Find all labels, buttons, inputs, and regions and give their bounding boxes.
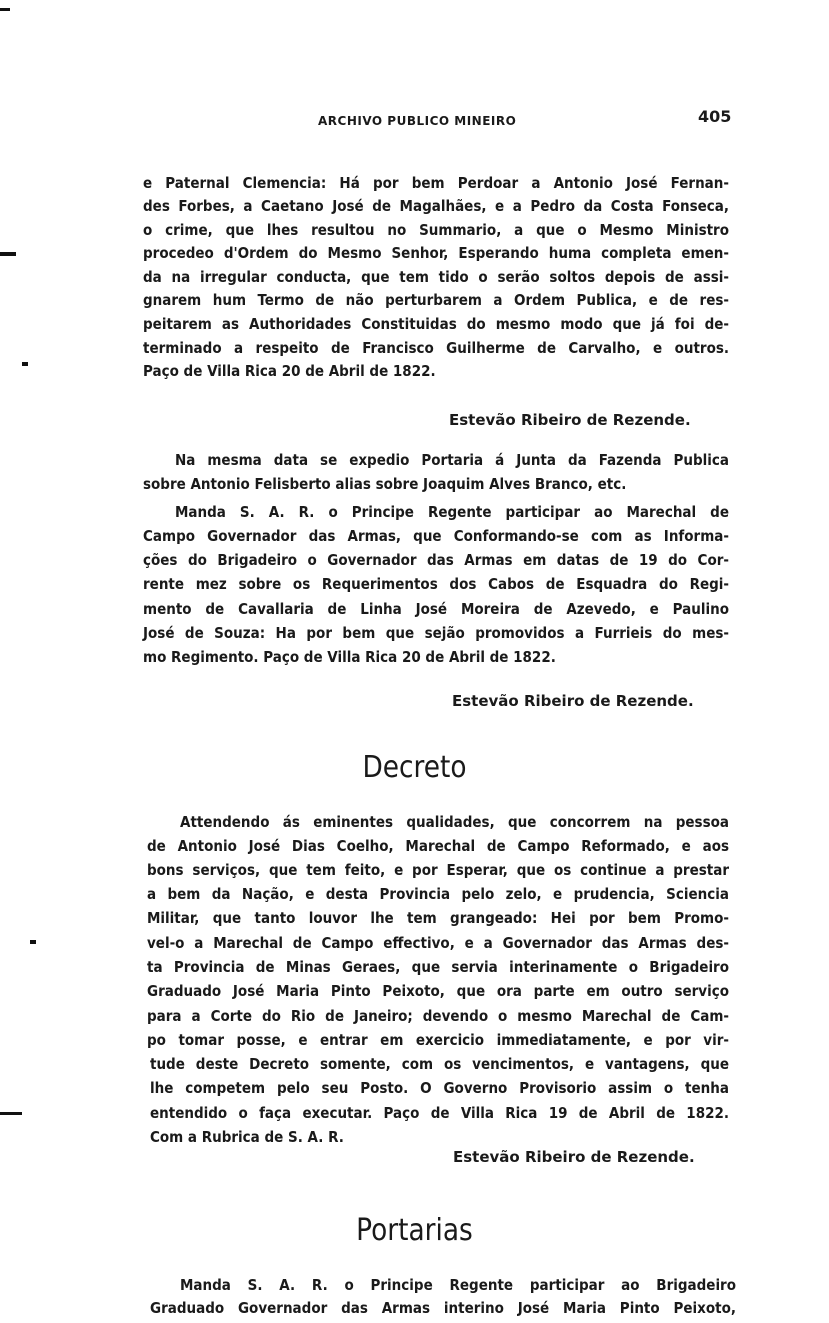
- text-line: Graduado José Maria Pinto Peixoto, que ora parte em outro serviço: [147, 982, 729, 1000]
- scan-margin-mark: [0, 8, 10, 11]
- text-line: Graduado Governador das Armas interino José Maria Pinto Peixoto,: [150, 1299, 736, 1317]
- running-head: ARCHIVO PUBLICO MINEIRO: [318, 114, 517, 128]
- text-line: gnarem hum Termo de não perturbarem a Ordem Publica, e de res-: [143, 291, 729, 309]
- text-line: rente mez sobre os Requerimentos dos Cabos de Esquadra do Regi-: [143, 575, 729, 593]
- text-line: entendido o faça executar. Paço de Villa Rica 19 de Abril de 1822.: [150, 1104, 729, 1122]
- text-line: Paço de Villa Rica 20 de Abril de 1822.: [143, 362, 436, 380]
- page-number: 405: [698, 107, 732, 126]
- text-line: José de Souza: Ha por bem que sejão promovidos a Furrieis do mes-: [143, 624, 729, 642]
- text-line: ta Provincia de Minas Geraes, que servia interinamente o Brigadeiro: [147, 958, 729, 976]
- text-line: Com a Rubrica de S. A. R.: [150, 1128, 344, 1146]
- signature: Estevão Ribeiro de Rezende.: [449, 411, 691, 429]
- section-heading: Decreto: [362, 750, 467, 785]
- text-line: Militar, que tanto louvor lhe tem grangeado: Hei por bem Promo-: [147, 909, 729, 927]
- text-line: des Forbes, a Caetano José de Magalhães, e a Pedro da Costa Fonseca,: [143, 197, 729, 215]
- text-line: tude deste Decreto somente, com os vencimentos, e vantagens, que: [150, 1055, 729, 1073]
- text-line: da na irregular conducta, que tem tido o serão soltos depois de assi-: [143, 268, 729, 286]
- signature: Estevão Ribeiro de Rezende.: [453, 1148, 695, 1166]
- text-line: a bem da Nação, e desta Provincia pelo zelo, e prudencia, Sciencia: [147, 885, 729, 903]
- text-line: e Paternal Clemencia: Há por bem Perdoar a Antonio José Fernan-: [143, 174, 729, 192]
- text-line: Manda S. A. R. o Principe Regente participar ao Marechal de: [175, 503, 729, 521]
- scan-margin-mark: [30, 940, 36, 944]
- text-line: Attendendo ás eminentes qualidades, que concorrem na pessoa: [180, 813, 729, 831]
- text-line: sobre Antonio Felisberto alias sobre Joaquim Alves Branco, etc.: [143, 475, 627, 493]
- text-line: Manda S. A. R. o Principe Regente participar ao Brigadeiro: [180, 1276, 736, 1294]
- text-line: Campo Governador das Armas, que Conformando-se com as Informa-: [143, 527, 729, 545]
- text-line: Na mesma data se expedio Portaria á Junta da Fazenda Publica: [175, 451, 729, 469]
- text-line: terminado a respeito de Francisco Guilherme de Carvalho, e outros.: [143, 339, 729, 357]
- text-line: po tomar posse, e entrar em exercicio immediatamente, e por vir-: [147, 1031, 729, 1049]
- text-line: peitarem as Authoridades Constituidas do mesmo modo que já foi de-: [143, 315, 729, 333]
- text-line: de Antonio José Dias Coelho, Marechal de Campo Reformado, e aos: [147, 837, 729, 855]
- text-line: o crime, que lhes resultou no Summario, a que o Mesmo Ministro: [143, 221, 729, 239]
- section-heading: Portarias: [356, 1213, 473, 1248]
- text-line: lhe competem pelo seu Posto. O Governo Provisorio assim o tenha: [150, 1079, 729, 1097]
- text-line: bons serviços, que tem feito, e por Esperar, que os continue a prestar: [147, 861, 729, 879]
- scan-margin-mark: [22, 362, 28, 366]
- text-line: mento de Cavallaria de Linha José Moreira de Azevedo, e Paulino: [143, 600, 729, 618]
- text-line: mo Regimento. Paço de Villa Rica 20 de Abril de 1822.: [143, 648, 556, 666]
- text-line: para a Corte do Rio de Janeiro; devendo o mesmo Marechal de Cam-: [147, 1007, 729, 1025]
- scan-margin-mark: [0, 1112, 22, 1115]
- signature: Estevão Ribeiro de Rezende.: [452, 692, 694, 710]
- text-line: procedeo d'Ordem do Mesmo Senhor, Esperando huma completa emen-: [143, 244, 729, 262]
- scan-margin-mark: [0, 252, 16, 256]
- text-line: vel-o a Marechal de Campo effectivo, e a Governador das Armas des-: [147, 934, 729, 952]
- text-line: ções do Brigadeiro o Governador das Armas em datas de 19 do Cor-: [143, 551, 729, 569]
